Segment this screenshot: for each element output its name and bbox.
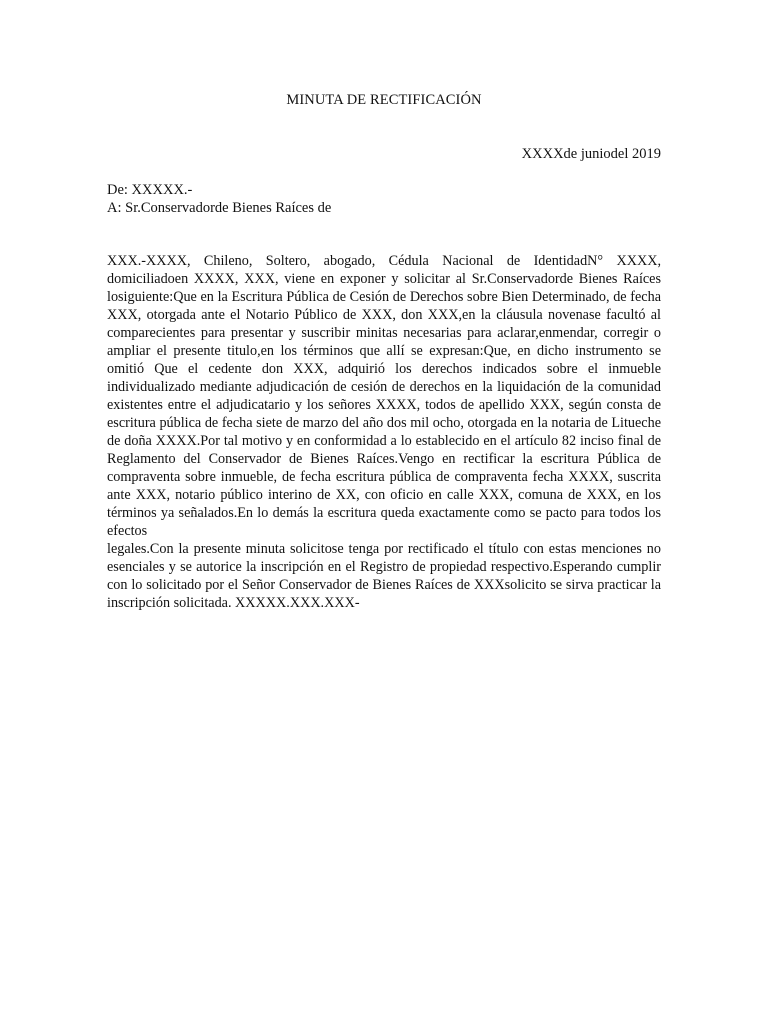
addressee-block	[107, 181, 331, 217]
document-body	[107, 252, 661, 612]
from-line: De: XXXXX.-	[107, 182, 193, 198]
body-paragraph-1: XXX.-XXXX, Chileno, Soltero, abogado, Cédula Nacional de IdentidadN° XXXX, domiciliadoen XXXX, XXX, viene en exponer y solicitar al Sr.Conservadorde Bienes Raíces losiguiente:Que en la Escritura Pública de Cesión de Derechos sobre Bien Determinado, de fecha XXX, otorgada ante el Notario Público de XXX, don XXX,en la cláusula novenase facultó al comparecientes para presentar y suscribir minitas necesarias para aclarar,enmendar, corregir o ampliar el presente titulo,en los términos que allí se expresan:Que, en dicho instrumento se omitió Que el cedente don XXX, adquirió los derechos indicados sobre el inmueble individualizado mediante adjudicación de cesión de derechos en la liquidación de la comunidad existentes entre el adjudicatario y los señores XXXX, todos de apellido XXX, según consta de escritura pública de fecha siete de marzo del año dos mil ocho, otorgada en la notaria de Litueche de doña XXXX.Por tal motivo y en conformidad a lo establecido en el artículo 82 inciso final de Reglamento del Conservador de Bienes Raíces.Vengo en rectificar la escritura Pública de compraventa sobre inmueble, de fecha escritura pública de compraventa fecha XXXX, suscrita ante XXX, notario público interino de XX, con oficio en calle XXX, comuna de XXX, en los términos ya señalados.En lo demás la escritura queda exactamente como se pacto para todos los efectos	[107, 253, 661, 539]
body-paragraph-2: legales.Con la presente minuta solicitose tenga por rectificado el título con estas menciones no esenciales y se autorice la inscripción en el Registro de propiedad respectivo.Esperando cumplir con lo solicitado por el Señor Conservador de Bienes Raíces de XXXsolicito se sirva practicar la inscripción solicitada. XXXXX.XXX.XXX-	[107, 541, 661, 611]
to-line: A: Sr.Conservadorde Bienes Raíces de	[107, 200, 332, 216]
document-title: MINUTA DE RECTIFICACIÓN	[286, 92, 482, 108]
document-date: XXXXde juniodel 2019	[521, 146, 661, 162]
